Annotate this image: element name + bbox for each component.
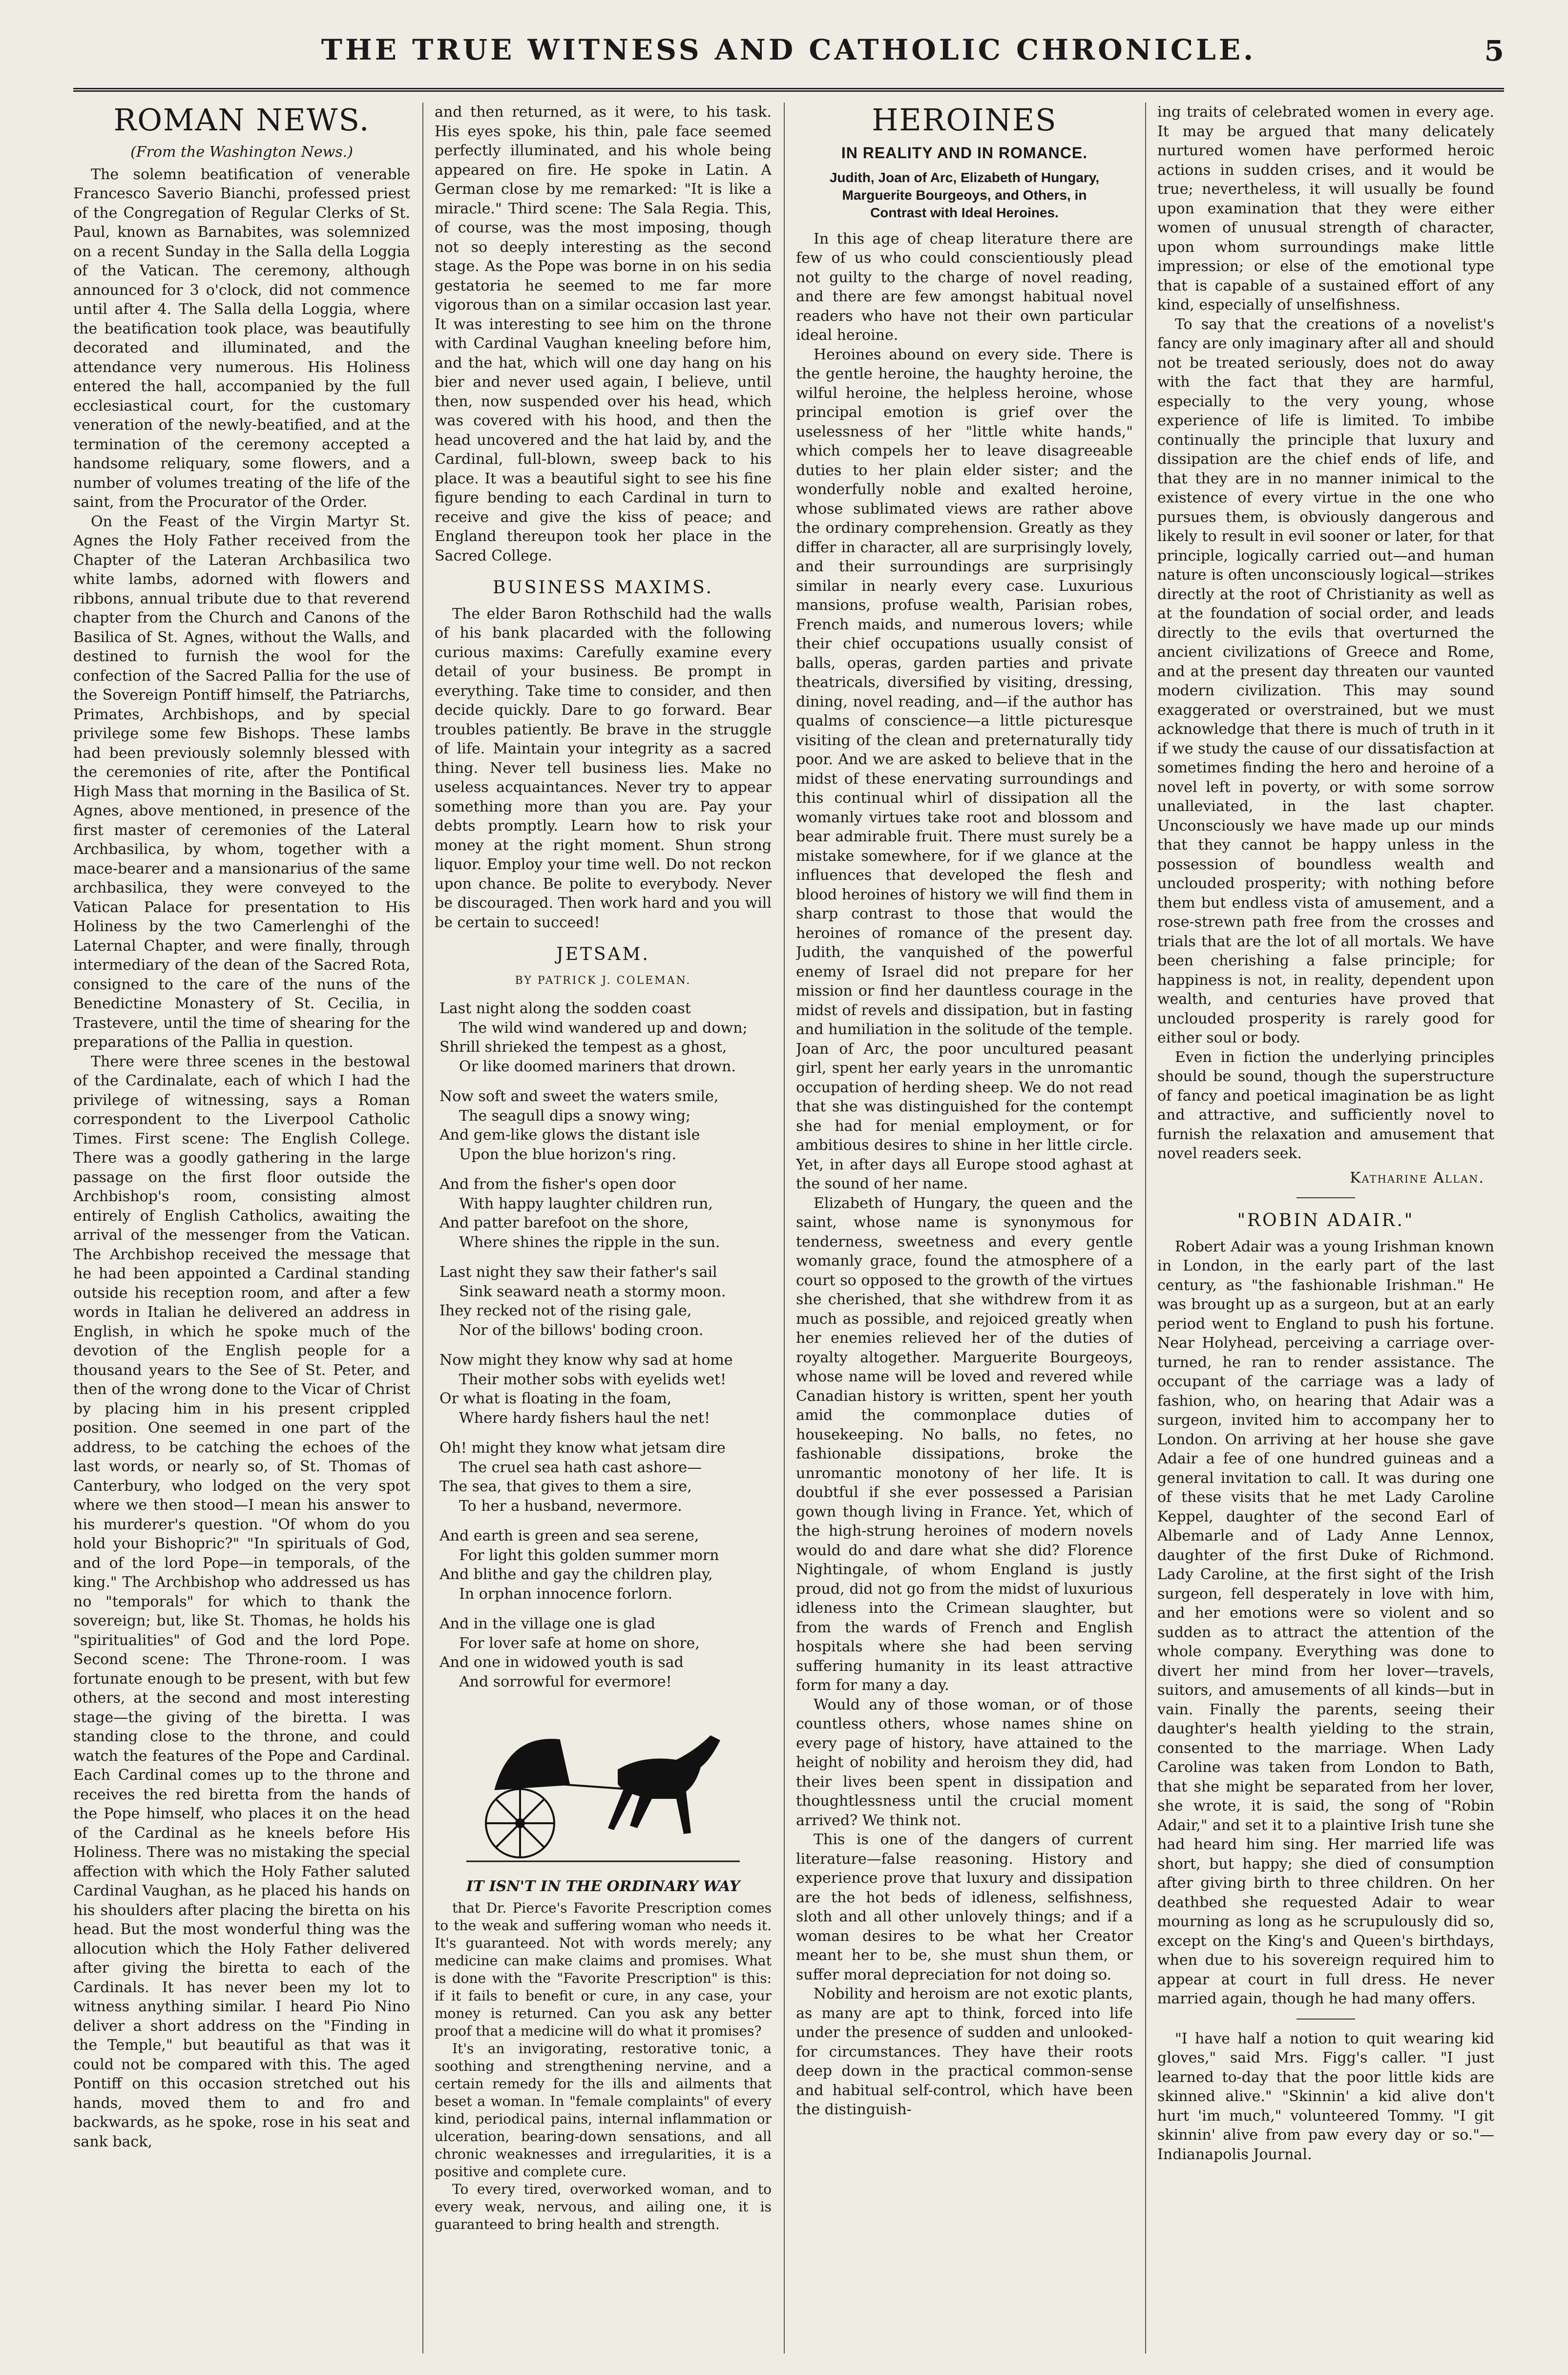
poem-stanza [435, 1175, 772, 1252]
paragraph: This is one of the dangers of current literature—false reasoning. History and experience prove that luxury and dissipation are the hot beds of idleness, selfishness, sloth and all other unlovely things; and if a woman desires to be what her Creator meant her to be, she must shun them, or suffer moral depreciation for not doing so. [796, 1831, 1133, 1983]
poem-line: Upon the blue horizon's ring. [459, 1146, 677, 1163]
paragraph: Nobility and heroism are not exotic plants, as many are apt to think, forced into life under the presence of sudden and unlooked-for circumstances. They have their roots deep down in the practical common-sense and habitual self-control, which have been the distinguish- [796, 1985, 1133, 2118]
column-2 [435, 103, 772, 2354]
paragraph: ing traits of celebrated women in every age. It may be argued that many delicately nurtured women have performed heroic actions in sudden crises, and it would be true; nevertheless, it will usually be found upon examination that they were either women of unusual strength of character, upon whom surroundings make little impression; or else of the emotional type that is capable of a sustained effort of any kind, especially of unselfishness. [1157, 104, 1494, 313]
author-signature: Katharine Allan. [1350, 1169, 1484, 1187]
poem-line: For lover safe at home on shore, [459, 1634, 700, 1652]
poem-line: And from the fisher's open door [439, 1176, 676, 1193]
poem-line: And blithe and gay the children play, [439, 1566, 713, 1583]
poem-line: And earth is green and sea serene, [439, 1527, 699, 1544]
poem-stanza [435, 1438, 772, 1516]
section-headline-robin-adair: "ROBIN ADAIR." [1237, 1210, 1415, 1230]
column-rule [1145, 103, 1146, 2354]
divider [1296, 1197, 1355, 1198]
poem-stanza [435, 1614, 772, 1691]
column-rule [784, 103, 785, 2354]
poem-line: The cruel sea hath cast ashore— [459, 1458, 702, 1476]
poem-stanza [435, 1351, 772, 1428]
paragraph: and then returned, as it were, to his task. His eyes spoke, his thin, pale face seemed perfectly illuminated, and his whole being appeared on fire. He spoke in Latin. A German close by me remarked: "It is like a miracle." Third scene: The Sala Regia. This, of course, was the most imposing, though not so deeply interesting as the second stage. As the Pope was borne in on his sedia gestatoria he seemed to me far more vigorous than on a similar occasion last year. It was interesting to see him on the throne with Cardinal Vaughan kneeling before him, and the hat, which will one day hang on his bier and never used again, I believe, until then, now suspended over his head, which was covered with his hood, and then the head uncovered and the hat laid by, and the Cardinal, full-blown, sweep back to his place. It was a beautiful sight to see his fine figure bending to each Cardinal in turn to receive and give the kiss of peace; and England thereupon took her place in the Sacred College. [435, 104, 772, 564]
article-headline-roman-news: ROMAN NEWS. [113, 103, 370, 138]
article-subheadline: IN REALITY AND IN ROMANCE. [841, 144, 1088, 162]
poem-stanza [435, 1526, 772, 1604]
poem-stanza [435, 999, 772, 1076]
poem-line: With happy laughter children run, [459, 1195, 713, 1212]
paragraph: that Dr. Pierce's Favorite Prescription comes to the weak and suffering woman who needs it. It's guaranteed. Not with words merely; any medicine can make claims and promises. What is done with the "Favorite Prescription" is this: if it fails to benefit or cure, in any case, your money is returned. Can you ask any better proof that a medicine will do what it promises? [435, 1899, 772, 2039]
poem-line: Last night they saw their father's sail [439, 1264, 717, 1281]
paragraph: Even in fiction the underlying principles should be sound, though the superstructure of fancy and poetical imagination be as light and attractive, and sufficiently novel to furnish the relaxation and amusement that novel readers seek. [1157, 1048, 1494, 1162]
paragraph: Would any of those woman, or of those countless others, whose names shine on every page of history, have attained to the height of nobility and heroism they did, had their lives been spent in dissipation and thoughtlessness until the crucial moment arrived? We think not. [796, 1696, 1133, 1829]
poem-line: Nor of the billows' boding croon. [459, 1321, 704, 1339]
poem-line: Oh! might they know what jetsam dire [439, 1439, 726, 1457]
horse-carriage-illustration [466, 1706, 740, 1867]
poem-stanza [435, 1263, 772, 1340]
article-source: (From the Washington News.) [130, 144, 353, 161]
paragraph: There were three scenes in the bestowal of the Cardinalate, each of which I had the privilege of witnessing, says a Roman correspondent to the Liverpool Catholic Times. First scene: The English College. There was a goodly gathering in the large passage on the first floor outside the Archbishop's room, consisting almost entirely of English Catholics, awaiting the arrival of the messenger from the Vatican. The Archbishop received the message that he had been appointed a Cardinal standing outside his reception room, and after a few words in Italian he delivered an address in English, in which he spoke much of the devotion of the English people for a thousand years to the See of St. Peter, and then of the wrong done to the Vicar of Christ by placing him in his present crippled position. One seemed in one part of the address, to be catching the echoes of the last words, or nearly so, of St. Thomas of Canterbury, who lodged on the very spot where we then stood—I mean his answer to his murderer's question. "Of whom do you hold your Bishopric?" "In spirituals of God, and of the lord Pope—in temporals, of the king." The Archbishop who addressed us has no "temporals" for which to thank the sovereign; but, like St. Thomas, he holds his "spiritualities" of God and the lord Pope. Second scene: The Throne-room. I was fortunate enough to be present, with but few others, at the second and most interesting stage—the giving of the biretta. I was standing close to the throne, and could watch the features of the Pope and Cardinal. Each Cardinal comes up to the throne and receives the red biretta from the hands of the Pope himself, who places it on the head of the Cardinal as he kneels before His Holiness. There was no mistaking the special affection with which the Holy Father saluted Cardinal Vaughan, as he placed his hands on his shoulders after placing the biretta on his head. But the most wonderful thing was the allocution which the Holy Father delivered after giving the biretta to each of the Cardinals. It has never been my lot to witness anything similar. I heard Pio Nino deliver a short address on the "Finding in the Temple," but beautiful as that was it could not be compared with this. The aged Pontiff on this occasion stretched out his hands, moved them to and fro and backwards, as he spoke, rose in his seat and sank back, [73, 1053, 410, 2150]
poem-line: Or what is floating in the foam, [439, 1390, 672, 1407]
paragraph: The solemn beatification of venerable Francesco Saverio Bianchi, professed priest of the Congregation of Regular Clerks of St. Paul, known as Barnabites, was solemnized on a recent Sunday in the Salla della Loggia of the Vatican. The ceremony, although announced for 3 o'clock, did not commence until after 4. The Salla della Loggia, where the beatification took place, was beautifully decorated and illuminated, and the attendance very numerous. His Holiness entered the hall, accompanied by the full ecclesiastical court, for the customary veneration of the newly-beatified, and at the termination of the ceremony accepted a handsome reliquary, some flowers, and a number of volumes treating of the life of the saint, from the Procurator of the Order. [73, 166, 410, 511]
poem-line: Shrill shrieked the tempest as a ghost, [439, 1039, 727, 1056]
poem-line: Where hardy fishers haul the net! [459, 1409, 711, 1427]
poem-line: And gem-like glows the distant isle [439, 1126, 700, 1144]
poem-title: JETSAM. [556, 944, 650, 964]
poem-byline: BY PATRICK J. COLEMAN. [515, 974, 691, 987]
poem-stanza [435, 1087, 772, 1164]
advertisement-headline: IT ISN'T IN THE ORDINARY WAY [466, 1878, 740, 1895]
poem-line: The wild wind wandered up and down; [459, 1019, 748, 1037]
poem-body [435, 999, 772, 1691]
poem-line: And in the village one is glad [439, 1615, 656, 1632]
article-deck: Judith, Joan of Arc, Elizabeth of Hungary, Marguerite Bourgeoys, and Others, in Contrast with Ideal Heroines. [829, 169, 1100, 220]
poem-line: Their mother sobs with eyelids wet! [459, 1371, 727, 1388]
poem-line: The seagull dips a snowy wing; [459, 1107, 691, 1125]
paragraph: In this age of cheap literature there are few of us who could conscientiously plead not guilty to the charge of novel reading, and there are few amongst habitual novel readers who have not their own particular ideal heroine. [796, 230, 1133, 344]
paragraph: The elder Baron Rothschild had the walls of his bank placarded with the following curious maxims: Carefully examine every detail of your business. Be prompt in everything. Take time to consider, and then decide quickly. Dare to go forward. Bear troubles patiently. Be brave in the struggle of life. Maintain your integrity as a sacred thing. Never tell business lies. Make no useless acquaintances. Never try to appear something more than you are. Pay your debts promptly. Learn how to risk your money at the right moment. Shun strong liquor. Employ your time well. Do not reckon upon chance. Be polite to everybody. Never be discouraged. Then work hard and you will be certain to succeed! [435, 605, 772, 931]
paragraph: Heroines abound on every side. There is the gentle heroine, the haughty heroine, the wilful heroine, the helpless heroine, whose principal emotion is grief over the uselessness of her "little white hands," which compels her to leave disagreeable duties to her plain elder sister; and the wonderfully noble and exalted heroine, whose sublimated views are rather above the ordinary comprehension. Greatly as they differ in character, all are surprisingly lovely, and their surroundings are surprisingly similar in nearly every case. Luxurious mansions, profuse wealth, Parisian robes, French maids, and numerous lovers; while their chief occupations usually consist of balls, operas, garden parties and private theatricals, diversified by visiting, dressing, dining, novel reading, and—if the author has qualms of conscience—a little picturesque visiting of the clean and preternaturally tidy poor. And we are asked to believe that in the midst of these enervating surroundings and this continual whirl of dissipation all the womanly virtues take root and blossom and bear admirable fruit. There must surely be a mistake somewhere, for if we glance at the influences that developed the flesh and blood heroines of history we will find them in sharp contrast to those that would the heroines of romance of the present day. Judith, the vanquished of the powerful enemy of Israel did not prepare for her mission or find her dauntless courage in the midst of revels and dissipation, but in fasting and humiliation in the solitude of the temple. Joan of Arc, the poor uncultured peasant girl, spent her early years in the unromantic occupation of herding sheep. We do not read that she was distinguished for the contempt she had for menial employment, or for ambitious desires to shine in her little circle. Yet, in after days all Europe stood aghast at the sound of her name. [796, 346, 1133, 1192]
section-headline-business-maxims: BUSINESS MAXIMS. [493, 578, 713, 598]
paragraph: Elizabeth of Hungary, the queen and the saint, whose name is synonymous for tenderness, sweetness and every gentle womanly grace, found the atmosphere of a court so opposed to the growth of the virtues she cherished, that she withdrew from it as much as possible, and rejoiced greatly when her enemies relieved her of the duties of royalty altogether. Marguerite Bourgeoys, whose name will be loved and revered while Canadian history is written, spent her youth amid the commonplace duties of housekeeping. No balls, no fetes, no fashionable dissipations, broke the unromantic monotony of her life. It is doubtful if she ever possessed a Parisian gown though living in France. Yet, which of the high-strung heroines of modern novels would do and dare what she did? Florence Nightingale, of whom England is justly proud, did not go from the midst of luxurious idleness into the Crimean slaughter, but from the wards of French and English hospitals where she had been serving suffering humanity in its least attractive form for many a day. [796, 1194, 1133, 1694]
masthead [73, 29, 1504, 92]
poem-line: The sea, that gives to them a sire, [439, 1478, 692, 1495]
paragraph: To every tired, overworked woman, and to every weak, nervous, and ailing one, it is guaranteed to bring health and strength. [435, 2181, 772, 2232]
article-headline-heroines: HEROINES [872, 103, 1057, 138]
poem-line: Now might they know why sad at home [439, 1352, 733, 1369]
poem-line: To her a husband, nevermore. [459, 1497, 682, 1515]
column-4 [1157, 103, 1494, 2354]
column-rule [422, 103, 423, 2354]
paragraph: On the Feast of the Virgin Martyr St. Agnes the Holy Father received from the Chapter of the Lateran Archbasilica two white lambs, adorned with flowers and ribbons, annual tribute due to that reverend chapter from the Church and Canons of the Basilica of St. Agnes, without the Walls, and destined to furnish the wool for the confection of the Sacred Pallia for the use of the Sovereign Pontiff himself, the Patriarchs, Primates, Archbishops, and by special privilege some few Bishops. These lambs had been previously solemnly blessed with the ceremonies of rite, after the Pontifical High Mass that morning in the Basilica of St. Agnes, above mentioned, in presence of the first master of ceremonies of the Lateral Archbasilica, by whom, together with a mace-bearer and a mansionarius of the same archbasilica, they were conveyed to the Vatican Palace for presentation to His Holiness by the two Camerlenghi of the Laternal Chapter, and were finally, through intermediary of the dean of the Sacred Rota, consigned to the care of the nuns of the Benedictine Monastery of St. Cecilia, in Trastevere, until the time of shearing for the preparations of the Pallia in question. [73, 513, 410, 1051]
paragraph: "I have half a notion to quit wearing kid gloves," said Mrs. Figg's caller. "I just learned to-day that the poor little kids are skinned alive." "Skinnin' a kid alive don't hurt 'im much," volunteered Tommy. "I git skinnin' alive from paw every day or so."—Indianapolis Journal. [1157, 2030, 1494, 2163]
poem-line: Last night along the sodden coast [439, 1000, 691, 1017]
paragraph: Robert Adair was a young Irishman known in London, in the early part of the last century, as "the fashionable Irishman." He was brought up as a surgeon, but at an early period went to England to push his fortune. Near Holyhead, perceiving a carriage over-turned, he ran to render assistance. The occupant of the carriage was a lady of fashion, who, on hearing that Adair was a surgeon, invited him to accompany her to London. On arriving at her house she gave Adair a fee of one hundred guineas and a general invitation to call. It was during one of these visits that he met Lady Caroline Keppel, daughter of the second Earl of Albemarle and of Lady Anne Lennox, daughter of the first Duke of Richmond. Lady Caroline, at the first sight of the Irish surgeon, fell desperately in love with him, and her emotions were so violent and so sudden as to attract the attention of the whole company. Everything was done to divert her mind from her lover—travels, suitors, and amusements of all kinds—but in vain. Finally the parents, seeing their daughter's health yielding to the strain, consented to the marriage. When Lady Caroline was taken from London to Bath, that she might be separated from her lover, she wrote, it is said, the song of "Robin Adair," and set it to a plaintive Irish tune she had heard him sing. Her married life was short, but happy; she died of consumption after giving birth to three children. On her deathbed she requested Adair to wear mourning as long as he scrupulously did so, except on the King's and Queen's birthdays, when due to his sovereign required him to appear at court in full dress. He never married again, though he had many offers. [1157, 1238, 1494, 2007]
column-1 [73, 103, 410, 2354]
masthead-title: THE TRUE WITNESS AND CATHOLIC CHRONICLE. [321, 33, 1256, 66]
poem-line: Now soft and sweet the waters smile, [439, 1088, 719, 1105]
divider [1296, 2019, 1355, 2020]
poem-line: For light this golden summer morn [459, 1546, 719, 1564]
poem-line: Sink seaward neath a stormy moon. [459, 1283, 726, 1300]
paragraph: It's an invigorating, restorative tonic, a soothing and strengthening nervine, and a certain remedy for the ills and ailments that beset a woman. In "female complaints" of every kind, periodical pains, internal inflammation or ulceration, bearing-down sensations, and all chronic weaknesses and irregularities, it is a positive and complete cure. [435, 2040, 772, 2180]
poem-line: And patter barefoot on the shore, [439, 1214, 689, 1231]
poem-line: Or like doomed mariners that drown. [459, 1058, 736, 1075]
poem-line: And sorrowful for evermore! [459, 1673, 672, 1690]
poem-line: Where shines the ripple in the sun. [459, 1233, 720, 1251]
poem-line: Ihey recked not of the rising gale, [439, 1302, 692, 1319]
page-number: 5 [1484, 34, 1504, 67]
paragraph: To say that the creations of a novelist's fancy are only imaginary after all and should not be treated seriously, does not do away with the fact that they are harmful, especially to the very young, whose experience of life is limited. To imbibe continually the principle that luxury and dissipation are the chief ends of life, and that they are in no manner inimical to the existence of every virtue in the one who pursues them, is obviously dangerous and likely to result in evil sooner or later, for that principle, logically carried out—and human nature is often unconsciously logical—strikes directly at the root of Christianity as well as at the foundation of social order, and leads directly to the evils that overturned the ancient civilizations of Greece and Rome, and at the present day threaten our vaunted modern civilization. This may sound exaggerated or overstrained, but we must acknowledge that there is much of truth in it if we study the cause of our dissatisfaction at sometimes finding the hero and heroine of a novel left in poverty, or with some sorrow unalleviated, in the last chapter. Unconsciously we have made up our minds that they cannot be happy unless in the possession of boundless wealth and unclouded prosperity; with nothing before them but endless vista of amusement, and a rose-strewn path free from the crosses and trials that are the lot of all mortals. We have been cherishing a false principle; for happiness is not, in reality, dependent upon wealth, and centuries have proved that unclouded prosperity is rarely good for either soul or body. [1157, 315, 1494, 1046]
advertisement-body [435, 1899, 772, 2233]
poem-line: In orphan innocence forlorn. [459, 1585, 673, 1603]
column-3 [796, 103, 1133, 2354]
poem-line: And one in widowed youth is sad [439, 1654, 684, 1671]
